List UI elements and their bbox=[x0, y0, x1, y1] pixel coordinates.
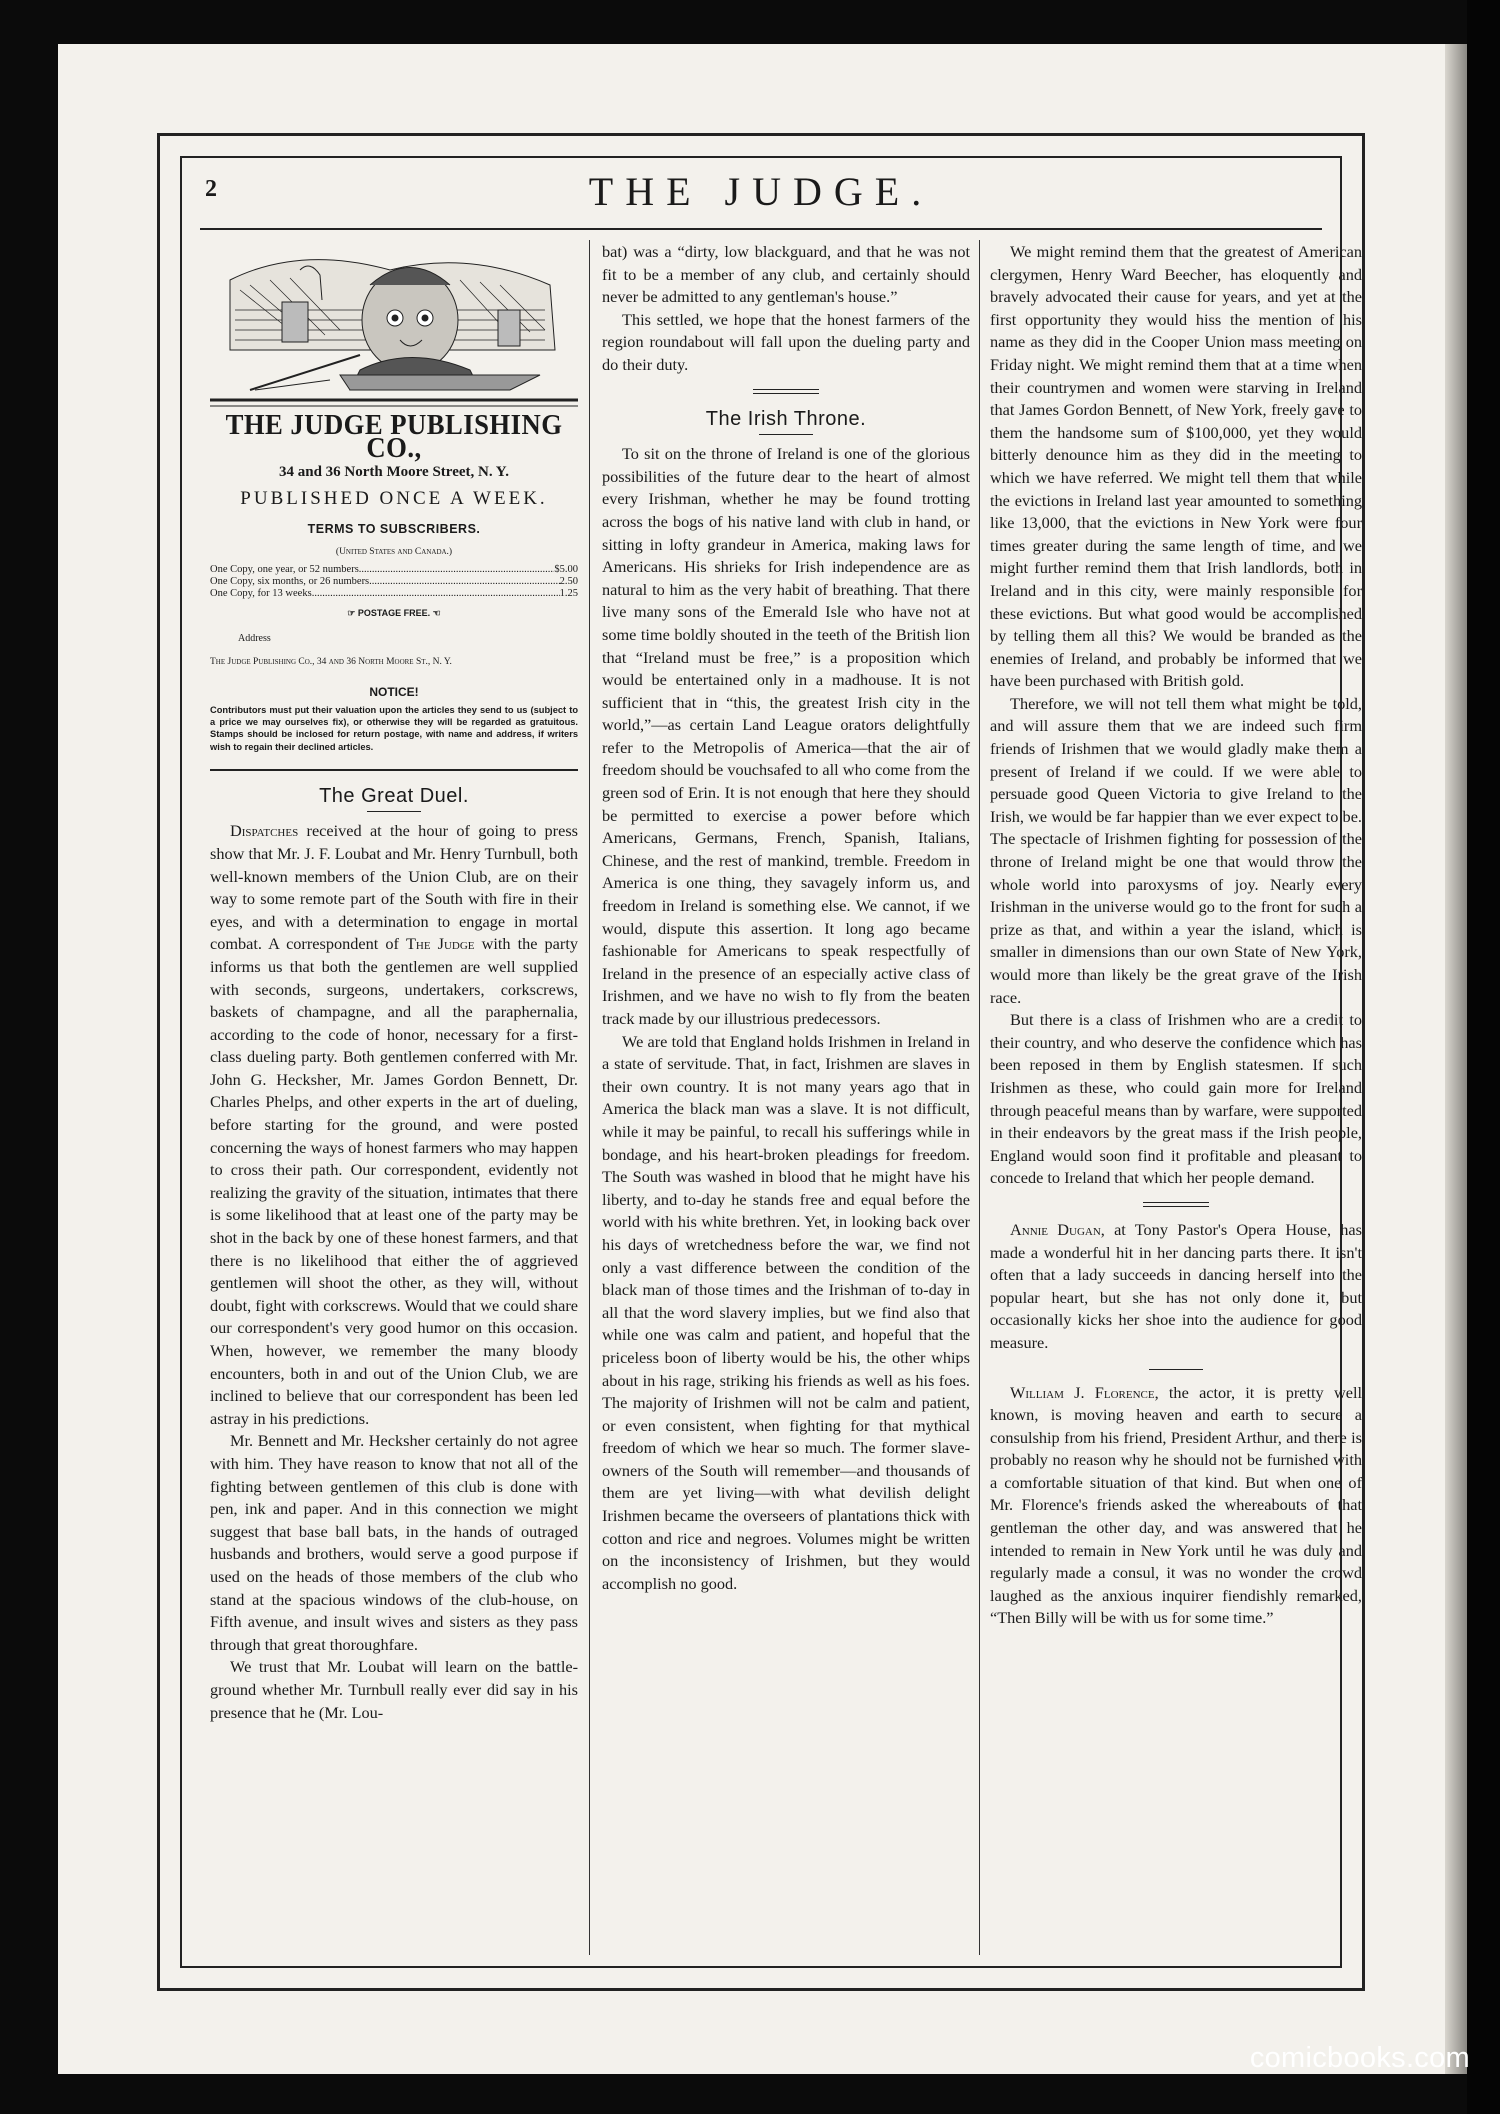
florence-paragraph bbox=[990, 1382, 1362, 1631]
terms-title: TERMS TO SUBSCRIBERS. bbox=[307, 522, 481, 537]
duel-lead: Dispatches bbox=[230, 821, 299, 841]
section-rule bbox=[210, 769, 578, 771]
rate-label: One Copy, six months, or 26 numbers bbox=[210, 575, 370, 587]
scan-border-strip bbox=[1467, 0, 1500, 2114]
rate-label: One Copy, one year, or 52 numbers bbox=[210, 563, 359, 575]
editor-illustration bbox=[210, 240, 578, 408]
postage-text: POSTAGE FREE. bbox=[357, 607, 431, 618]
notice-text: Contributors must put their valuation upon the articles they send to us (subject to a price we may ourselves fix), or otherwise they will be regarded as gratuitous. Stamps should be inclosed for return postage, with name and address, if writers wish to regain their declined articles. bbox=[210, 704, 578, 752]
terms-subtitle: (United States and Canada.) bbox=[335, 546, 453, 557]
postage-note: ☞ POSTAGE FREE. ☜ bbox=[347, 607, 441, 618]
title-rule bbox=[367, 811, 421, 812]
irish-paragraph: To sit on the throne of Ireland is one of the glorious possibilities of the future dear to the heart of almost every Irishman, whether he may be found trotting across the bogs of his native land with club in hand, or sitting in lofty grandeur in America, making laws for Americans. His shrieks for Irish independence are as natural to him as the very habit of breathing. That there live many sons of the Emerald Isle who have not at some time boldly shouted in the teeth of the British lion that “Ireland must be free,” is a proposition which would be entertained only in a madhouse. It is not sufficient that in “this, the greatest Irish city in the world,”—as certain Land League orators delightfully refer to the Metropolis of America—that the air of freedom should be vouchsafed to all who come from the green sod of Erin. It is not enough that here they should be permitted to exercise a power before which Americans, Germans, French, Spanish, Italians, Chinese, and the rest of mankind, tremble. Freedom in America is one thing, they savagely inform us, and freedom in Ireland is something else. We cannot, if we would, dispute this assertion. It long ago became fashionable for Americans to speak respectfully of Ireland in the presence of an especially active class of Irishmen, and we have no wish to fly from the beaten track made by our illustrious predecessors. bbox=[602, 444, 970, 1028]
column-right bbox=[990, 241, 1362, 1630]
title-rule bbox=[759, 434, 813, 435]
rate-row bbox=[210, 564, 578, 576]
column-divider bbox=[589, 240, 590, 1955]
address-label: Address bbox=[238, 633, 271, 645]
rate-price: 1.25 bbox=[559, 587, 578, 599]
dugan-lead: Annie Dugan bbox=[1010, 1219, 1101, 1239]
column-divider bbox=[979, 240, 980, 1955]
page-number: 2 bbox=[205, 176, 217, 202]
duel-publication-name: The Judge bbox=[405, 934, 475, 954]
irish-paragraph: We might remind them that the greatest of American clergymen, Henry Ward Beecher, has eloquently and bravely advocated their cause for years, and yet at the first opportunity they would hiss the mention of his name as they did in the Cooper Union mass meeting on Friday night. We might remind them that at a time when their countrymen and women were starving in Ireland that James Gordon Bennett, of New York, freely gave to them the handsome sum of $100,000, yet they would bitterly denounce him as they did in the meeting to which we have referred. We might tell them that while the evictions in Ireland last year amounted to something like 13,000, that the evictions in New York were four times greater during the same length of time, and we might further remind them that Irish landlords, both in Ireland and in this city, were mainly responsible for these evictions. But what good would be accomplished by telling them all this? We would be branded as the enemies of Ireland, and probably be informed that we have been purchased with British gold. bbox=[990, 242, 1362, 691]
irish-paragraph: We are told that England holds Irishmen in Ireland in a state of servitude. That, in fact, Irishmen are slaves in their own country. It is not many years ago that in America the black man was a slave. It is not difficult, while it may be painful, to recall his sufferings while in bondage, and his heart-broken pleadings for freedom. The South was washed in blood that he might have his liberty, and to-day he stands free and equal before the world with his white brethren. Yet, in looking back over his days of wretchedness before the war, we find not only a vast difference between the condition of the black man of those times and the Irishman of to-day in all that the word slavery implies, but we find also that while one was calm and patient, and hopeful that the priceless boon of liberty would be his, the other whips about in his rage, striking his friends as well as his foes. The majority of Irishmen will not be calm and patient, or even consistent, when fighting for that mythical freedom of which we hear so much. The former slave-owners of the South will remember—and thousands of them are yet living—with what devilish delight Irishmen became the overseers of plantations thick with cotton and rice and negroes. Volumes might be written on the inconsistency of Irishmen, but they would accomplish no good. bbox=[602, 1031, 970, 1593]
duel-paragraph: Mr. Bennett and Mr. Hecksher certainly do not agree with him. They have reason to know that not all of the fighting between gentlemen of this club is done with pen, ink and paper. And in this connection we might suggest that base ball bats, in the hands of outraged husbands and brothers, would serve a good purpose if used on the heads of those members of the club who stand at the spacious windows of the club-house, on Fifth avenue, and insult wives and sisters as they pass through that great thoroughfare. bbox=[210, 1431, 578, 1654]
rate-label: One Copy, for 13 weeks bbox=[210, 587, 312, 599]
masthead-rule bbox=[200, 228, 1322, 230]
publication-frequency: PUBLISHED ONCE A WEEK. bbox=[240, 487, 548, 509]
irish-paragraph: Therefore, we will not tell them what might be told, and will assure them that we are indeed such firm friends of Irishmen that we would gladly make them a present of Ireland if we could. If we were able to persuade good Queen Victoria to give Ireland to the Irish, we would be far happier than we ever expect to be. The spectacle of Irishmen fighting for possession of the throne of Ireland might be one that would throw the whole world into paroxysms of joy. Nearly every Irishman in the universe would go to the front for such a prize as that, and within a year the island, which is smaller in dimensions than our own State of New York, would more than likely be the great grave of the Irish race. bbox=[990, 693, 1362, 1007]
item-separator bbox=[1149, 1369, 1203, 1370]
subscription-rates bbox=[210, 564, 578, 600]
duel-paragraph: We trust that Mr. Loubat will learn on the battle-ground whether Mr. Turnbull really ever did say in his presence that he (Mr. Lou- bbox=[210, 1657, 578, 1722]
watermark: comicbooks.com bbox=[1249, 2042, 1470, 2074]
article-title-duel: The Great Duel. bbox=[319, 784, 469, 807]
publisher-name: THE JUDGE PUBLISHING CO., bbox=[225, 409, 563, 464]
article-separator bbox=[1143, 1202, 1209, 1207]
article-separator bbox=[753, 389, 819, 394]
duel-continuation: bat) was a “dirty, low blackguard, and that he was not fit to be a member of any club, and certainly should never be admitted to any gentleman's house.” bbox=[602, 242, 970, 307]
florence-text: , the actor, it is pretty well known, is moving heaven and earth to secure a consulship from his friend, President Arthur, and there is probably no reason why he should not be furnished with a comfortable situation of that kind. But when one of Mr. Florence's friends asked the whereabouts of that gentleman the other day, and was answered that he intended to remain in New York until he was duly and regularly made a consul, it was no wonder the crowd laughed as the anxious inquirer fiendishly remarked, “Then Billy will be with us for some time.” bbox=[990, 1382, 1362, 1628]
address-line: The Judge Publishing Co., 34 and 36 North Moore St., N. Y. bbox=[210, 656, 452, 667]
florence-lead: William J. Florence bbox=[1010, 1382, 1155, 1402]
rate-row bbox=[210, 576, 578, 588]
dugan-text: , at Tony Pastor's Opera House, has made a wonderful hit in her dancing parts there. It isn't often that a lady succeeds in dancing herself into the popular heart, but she has not only done it, but occasionally kicks her shoe into the audience for good measure. bbox=[990, 1219, 1362, 1352]
dugan-paragraph bbox=[990, 1219, 1362, 1355]
column-middle bbox=[602, 241, 970, 1595]
duel-text: with the party informs us that both the gentlemen are well supplied with seconds, surgeons, undertakers, corkscrews, baskets of champagne, and all the paraphernalia, according to the code of honor, necessary for a first-class dueling party. Both gentlemen conferred with Mr. John G. Hecksher, Mr. James Gordon Bennett, Dr. Charles Phelps, and other experts in the art of dueling, before starting for the ground, and were posted concerning the ways of honest farmers who may happen to cross their path. Our correspondent, evidently not realizing the gravity of the situation, intimates that there is some likelihood that at least one of the party may be shot in the back by one of these honest farmers, and that there is no likelihood that either the of aggrieved gentlemen will shoot the other, as they will, without doubt, fight with corkscrews. Would that we could share our correspondent's very good humor on this occasion. When, however, we remember the many bloody encounters, both in and out of the Union Club, we are inclined to believe that our correspondent has been led astray in his predictions. bbox=[210, 934, 578, 1428]
rate-price: 2.50 bbox=[559, 575, 578, 587]
irish-paragraph: But there is a class of Irishmen who are a credit to their country, and who deserve the confidence which has been reposed in them by English statesmen. If such Irishmen as these, who could gain more for Ireland through peaceful means than by warfare, were supported in their endeavors by the great mass if the Irish people, England would soon find it profitable and pleasant to concede to Ireland that which her people demand. bbox=[990, 1010, 1362, 1188]
publisher-address: 34 and 36 North Moore Street, N. Y. bbox=[279, 464, 509, 481]
article-title-irish-throne: The Irish Throne. bbox=[705, 407, 867, 430]
masthead-title: THE JUDGE. bbox=[588, 169, 934, 214]
duel-paragraph: This settled, we hope that the honest farmers of the region roundabout will fall upon the dueling party and do their duty. bbox=[602, 309, 970, 374]
duel-text: received at the hour of going to press show that Mr. J. F. Loubat and Mr. Henry Turnbull, both well-known members of the Union Club, are on their way to some remote part of the South with fire in their eyes, and with a determination to engage in mortal combat. A correspondent of bbox=[210, 821, 578, 954]
page-edge-shadow bbox=[1445, 44, 1467, 2074]
duel-paragraph bbox=[210, 820, 578, 1430]
notice-title: NOTICE! bbox=[369, 685, 419, 700]
rate-price: $5.00 bbox=[554, 563, 578, 575]
column-left bbox=[210, 240, 578, 1724]
rate-row bbox=[210, 588, 578, 600]
